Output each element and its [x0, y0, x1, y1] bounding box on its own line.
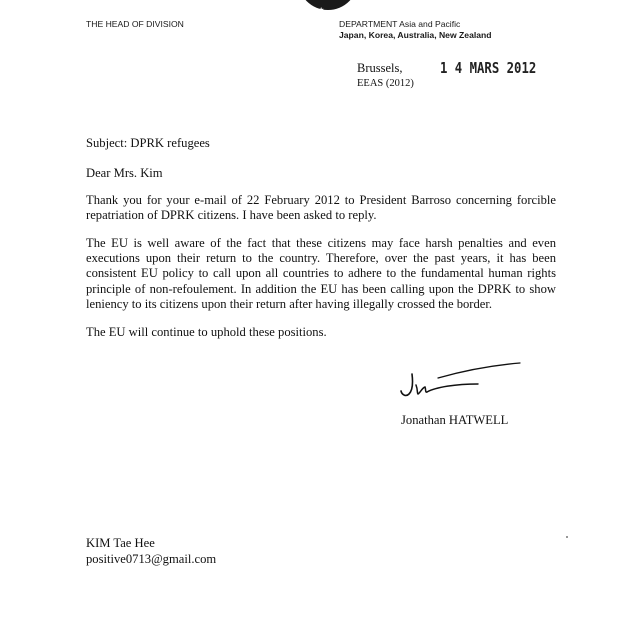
paragraph-1: Thank you for your e-mail of 22 February 2012 to President Barroso concerning forcible repatriation of DPRK citizens. I have been asked to reply. [86, 193, 556, 223]
salutation: Dear Mrs. Kim [86, 166, 163, 180]
dateline-place: Brussels, [357, 61, 403, 75]
dateline-reference: EEAS (2012) [357, 78, 414, 89]
paragraph-2: The EU is well aware of the fact that these citizens may face harsh penalties and even executions upon their return to the country. Therefore, over the past years, it has been consistent EU policy to call upon all countries to adhere to the fundamental human rights principle of non-refoulement. In addition the EU has been calling upon the DPRK to show leniency to its citizens upon their return after having illegally crossed the border. [86, 236, 556, 311]
recipient-name: KIM Tae Hee [86, 536, 155, 550]
letterhead-left [86, 19, 184, 30]
head-of-division-label: THE HEAD OF DIVISION [86, 19, 184, 29]
date-stamp: 1 4 MARS 2012 [440, 59, 537, 77]
signer-name: Jonathan HATWELL [401, 413, 509, 427]
handwritten-signature [396, 360, 526, 404]
emblem-star-icon: ★ [318, 6, 325, 14]
eeas-emblem [298, 0, 358, 10]
scan-speck [566, 536, 568, 538]
paragraph-3: The EU will continue to uphold these positions. [86, 325, 327, 339]
subject-line: Subject: DPRK refugees [86, 136, 210, 150]
department-region: Japan, Korea, Australia, New Zealand [339, 30, 492, 40]
letterhead-right [339, 19, 492, 41]
department-line: DEPARTMENT Asia and Pacific [339, 19, 461, 29]
recipient-email: positive0713@gmail.com [86, 552, 217, 566]
